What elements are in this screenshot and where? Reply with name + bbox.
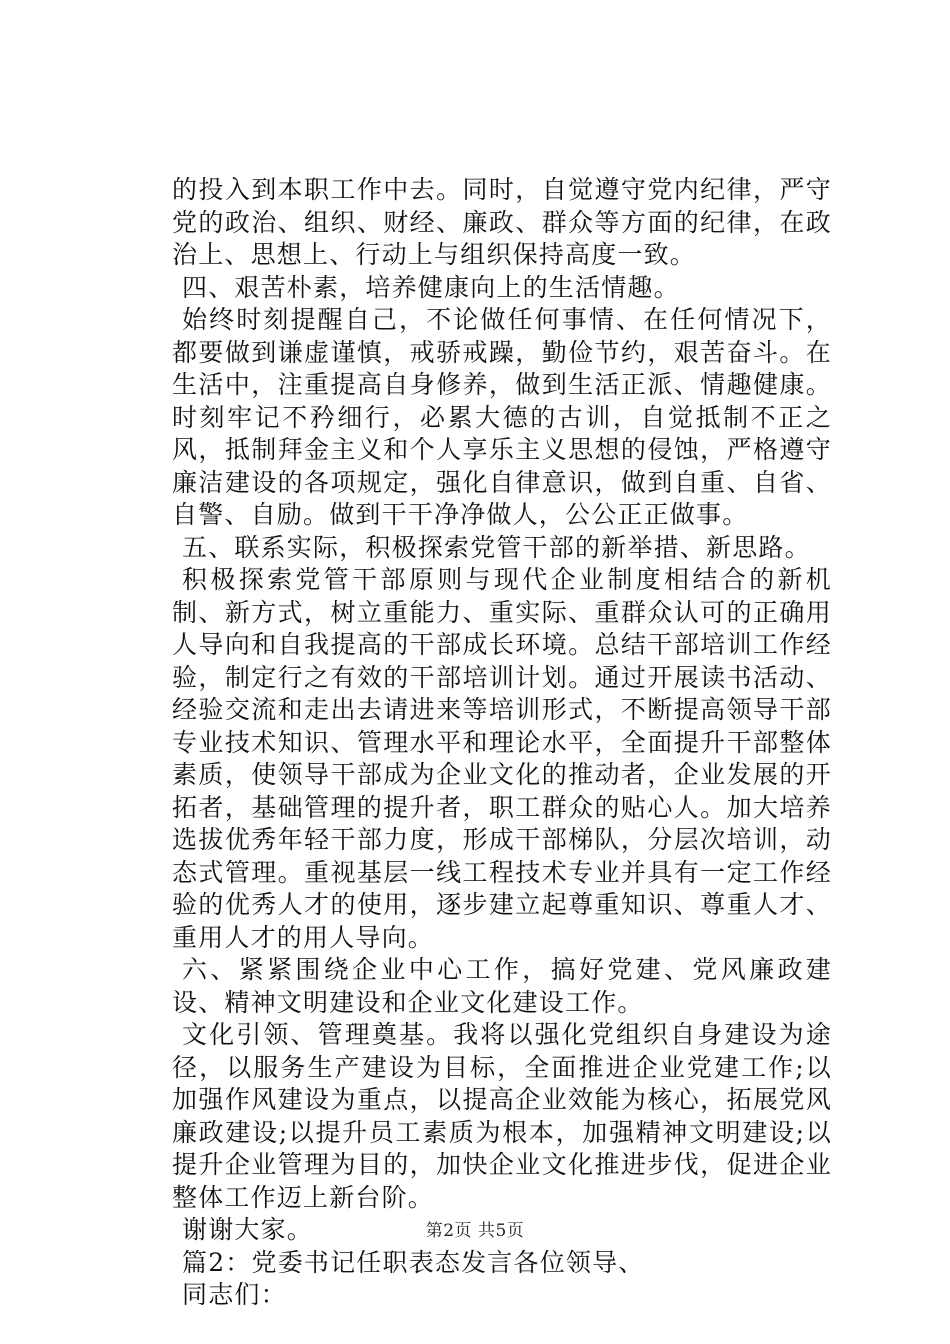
- paragraph: 文化引领、管理奠基。我将以强化党组织自身建设为途径，以服务生产建设为目标，全面推进企业党建工作;以加强作风建设为重点，以提高企业效能为核心，拓展党风廉政建设;以提升员工素质为根本，加强精神文明建设;以提升企业管理为目的，加快企业文化推进步伐，促进企业整体工作迈上新台阶。: [172, 1020, 832, 1212]
- document-body: [172, 174, 832, 1312]
- section-heading: 六、紧紧围绕企业中心工作，搞好党建、党风廉政建设、精神文明建设和企业文化建设工作。: [172, 955, 832, 1017]
- paragraph: 积极探索党管干部原则与现代企业制度相结合的新机制、新方式，树立重能力、重实际、重群众认可的正确用人导向和自我提高的干部成长环境。总结干部培训工作经验，制定行之有效的干部培训计划。通过开展读书活动、经验交流和走出去请进来等培训形式，不断提高领导干部专业技术知识、管理水平和理论水平，全面提升干部整体素质，使领导干部成为企业文化的推动者，企业发展的开拓者，基础管理的提升者，职工群众的贴心人。加大培养选拔优秀年轻干部力度，形成干部梯队，分层次培训，动态式管理。重视基层一线工程技术专业并具有一定工作经验的优秀人才的使用，逐步建立起尊重知识、尊重人才、重用人才的用人导向。: [172, 565, 832, 952]
- salutation: 同志们：: [182, 1280, 287, 1309]
- section-heading: 五、联系实际，积极探索党管干部的新举措、新思路。: [182, 532, 811, 562]
- article-title: 篇2：党委书记任职表态发言各位领导、: [182, 1247, 645, 1277]
- paragraph: 始终时刻提醒自己，不论做任何事情、在任何情况下，都要做到谦虚谨慎，戒骄戒躁，勤俭节约，艰苦奋斗。在生活中，注重提高自身修养，做到生活正派、情趣健康。时刻牢记不矜细行，必累大德的古训，自觉抵制不正之风，抵制拜金主义和个人享乐主义思想的侵蚀，严格遵守廉洁建设的各项规定，强化自律意识，做到自重、自省、自警、自励。做到干干净净做人，公公正正做事。: [172, 305, 832, 529]
- closing-line: 谢谢大家。: [182, 1215, 314, 1244]
- page-number-footer: 第2页 共5页: [425, 1221, 525, 1241]
- section-heading: 四、艰苦朴素，培养健康向上的生活情趣。: [182, 272, 680, 302]
- paragraph: 的投入到本职工作中去。同时，自觉遵守党内纪律，严守党的政治、组织、财经、廉政、群众等方面的纪律，在政治上、思想上、行动上与组织保持高度一致。: [172, 175, 832, 269]
